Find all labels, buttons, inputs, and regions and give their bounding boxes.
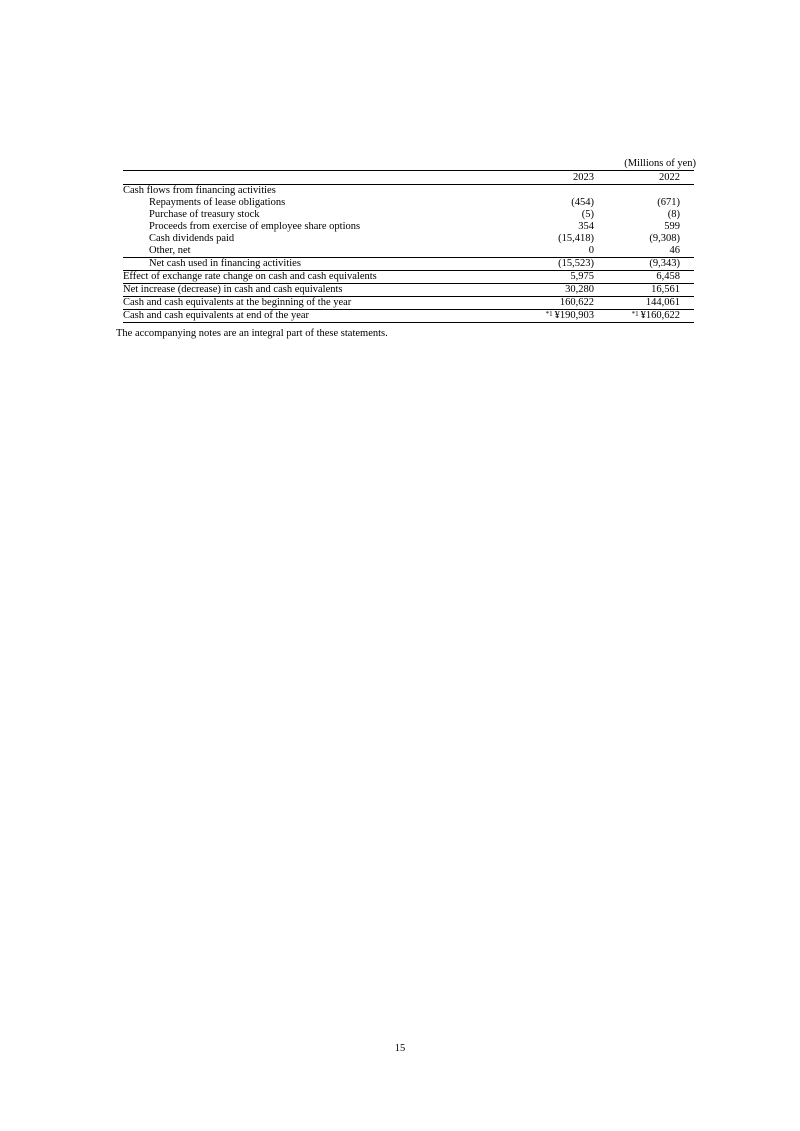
row-label: Other, net (149, 245, 191, 256)
value-2023 (520, 185, 595, 198)
row-label: Cash and cash equivalents at the beginning of the year (123, 297, 520, 310)
column-header-2023: 2023 (520, 171, 595, 185)
value-2022: 46 (669, 245, 680, 256)
header-label-cell (123, 171, 520, 185)
value-2022: (671) (657, 197, 680, 208)
value-2023: (15,523) (520, 258, 595, 271)
table-row-section-heading (123, 185, 694, 198)
value-2022: 599 (664, 221, 680, 232)
value-2022: 16,561 (595, 284, 694, 297)
table-row (123, 233, 694, 245)
table-row (123, 284, 694, 297)
value-2023: ¥190,903 (554, 310, 594, 321)
value-2023: 0 (588, 245, 594, 256)
value-2022: (8) (667, 209, 680, 220)
table-header-row (123, 171, 694, 185)
footnote-mark: *1 (545, 310, 553, 318)
table-row (123, 221, 694, 233)
row-label: Net increase (decrease) in cash and cash equivalents (123, 284, 520, 297)
page-number: 15 (394, 1043, 406, 1054)
column-header-2022: 2022 (595, 171, 694, 185)
value-2022: 144,061 (595, 297, 694, 310)
row-label: Cash and cash equivalents at end of the year (123, 310, 520, 323)
value-2023: (5) (581, 209, 594, 220)
value-2023: (454) (571, 197, 594, 208)
value-2023: 160,622 (520, 297, 595, 310)
value-2023: 30,280 (520, 284, 595, 297)
value-2022: 6,458 (595, 271, 694, 284)
table-row (123, 271, 694, 284)
row-label: Purchase of treasury stock (149, 209, 260, 220)
value-2022: (9,308) (649, 233, 680, 244)
value-2022: ¥160,622 (640, 310, 680, 321)
units-label: (Millions of yen) (624, 158, 696, 169)
table-row (123, 245, 694, 258)
value-2022 (595, 185, 694, 198)
row-label: Net cash used in financing activities (123, 258, 520, 271)
value-2023: 5,975 (520, 271, 595, 284)
value-2023: (15,418) (558, 233, 594, 244)
table-row (123, 209, 694, 221)
table-row-subtotal (123, 258, 694, 271)
row-label: Proceeds from exercise of employee share options (149, 221, 361, 232)
row-label: Cash flows from financing activities (123, 185, 276, 196)
cash-flow-table (123, 170, 694, 323)
value-2022-cell (595, 310, 694, 323)
footer-note: The accompanying notes are an integral part of these statements. (116, 328, 388, 339)
row-label: Repayments of lease obligations (149, 197, 286, 208)
row-label: Cash dividends paid (149, 233, 235, 244)
row-label: Effect of exchange rate change on cash and cash equivalents (123, 271, 520, 284)
footnote-mark: *1 (631, 310, 639, 318)
table-row (123, 197, 694, 209)
value-2023: 354 (578, 221, 594, 232)
table-row (123, 297, 694, 310)
table-row-total (123, 310, 694, 323)
value-2022: (9,343) (595, 258, 694, 271)
value-2023-cell (520, 310, 595, 323)
